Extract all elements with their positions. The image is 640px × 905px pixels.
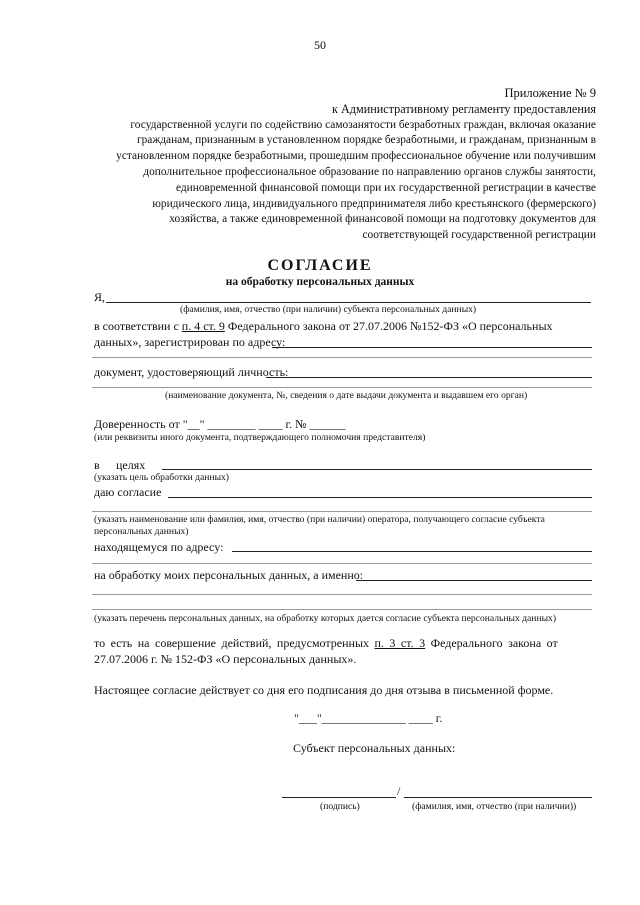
data-list-hint: (указать перечень персональных данных, на обработку которых дается согласие субъекта персональных данных) [94, 613, 557, 624]
appendix-line: юридического лица, индивидуального предпринимателя либо крестьянского (фермерского) [152, 197, 596, 210]
id-document-hint: (наименование документа, №, сведения о дате выдачи документа и выдавшем его орган) [165, 390, 528, 401]
appendix-line: государственной услуги по содействию самозанятости безработных граждан, включая оказание [130, 118, 596, 131]
signer-name-hint: (фамилия, имя, отчество (при наличии)) [412, 801, 577, 812]
operator-address-label: находящемуся по адресу: [94, 540, 224, 554]
date-line: "___"______________ ____ г. [294, 711, 443, 725]
appendix-line: дополнительное профессиональное образование по направлению органов службы занятости, [143, 165, 596, 178]
law-pre: в соответствии с [94, 319, 182, 333]
appendix-line: Приложение № 9 [504, 86, 596, 100]
address-registration-label: данных», зарегистрирован по адресу: [94, 335, 286, 349]
operator-address-field[interactable] [232, 551, 592, 552]
id-document-field-2[interactable] [92, 387, 592, 388]
signature-slash: / [397, 784, 401, 798]
actions-text [94, 636, 558, 651]
operator-field[interactable] [168, 497, 592, 498]
purpose-label: целях [116, 458, 146, 472]
validity-text: Настоящее согласие действует со дня его подписания до дня отзыва в письменной форме. [94, 683, 554, 697]
ya-label: Я, [94, 290, 106, 304]
law-post: Федерального закона от 27.07.2006 №152-ФЗ «О персональных [224, 319, 553, 333]
registration-address-field[interactable] [272, 347, 592, 348]
purpose-in: в [94, 458, 100, 472]
law-reference [94, 319, 553, 334]
document-title: СОГЛАСИЕ [267, 257, 373, 274]
appendix-line: соответствующей государственной регистрации [362, 229, 596, 242]
appendix-line: к Административному регламенту предоставления [332, 101, 596, 116]
actions-pre: то есть на совершение действий, предусмотренных [94, 636, 375, 650]
proxy-line: Доверенность от "__" ________ ____ г. № ______ [94, 417, 346, 431]
appendix-line: установленном порядке безработными, прошедшим профессиональное обучение или получившим [116, 150, 596, 163]
appendix-line: хозяйства, а также единовременной финансовой помощи на подготовку документов для [169, 213, 596, 226]
page-number: 50 [314, 38, 326, 52]
actions-post: Федерального закона от [425, 636, 558, 650]
actions-link[interactable]: п. 3 ст. 3 [374, 636, 426, 650]
id-document-field[interactable] [266, 377, 592, 378]
operator-hint: (указать наименование или фамилия, имя, отчество (при наличии) оператора, получающего согласие субъекта [94, 514, 545, 525]
signer-name-field[interactable] [404, 797, 592, 798]
data-list-field[interactable] [356, 580, 592, 581]
fio-hint: (фамилия, имя, отчество (при наличии) субъекта персональных данных) [180, 304, 477, 315]
subject-label: Субъект персональных данных: [293, 741, 456, 755]
processing-label: на обработку моих персональных данных, а именно: [94, 568, 364, 582]
signature-field[interactable] [282, 797, 396, 798]
document-subtitle: на обработку персональных данных [225, 276, 415, 288]
law-link[interactable]: п. 4 ст. 9 [181, 319, 225, 333]
appendix-line: единовременной финансовой помощи при их государственной регистрации в качестве [175, 181, 596, 194]
purpose-field[interactable] [162, 469, 592, 470]
fio-field[interactable] [106, 302, 591, 303]
operator-field-2[interactable] [92, 511, 592, 512]
appendix-header [116, 86, 596, 244]
operator-address-field-2[interactable] [92, 563, 592, 564]
id-document-label: документ, удостоверяющий личность: [94, 365, 289, 379]
signature-hint: (подпись) [320, 801, 360, 812]
data-list-field-3[interactable] [92, 609, 592, 610]
data-list-field-2[interactable] [92, 594, 592, 595]
operator-hint-2: персональных данных) [94, 526, 189, 537]
proxy-hint: (или реквизиты иного документа, подтверждающего полномочия представителя) [94, 432, 426, 443]
purpose-hint: (указать цель обработки данных) [94, 472, 230, 483]
actions-text-2: 27.07.2006 г. № 152-ФЗ «О персональных данных». [94, 652, 357, 666]
appendix-line: гражданам, признанным в установленном порядке безработными, и гражданам, признанным в [136, 134, 596, 147]
registration-address-field-2[interactable] [92, 357, 592, 358]
consent-label: даю согласие [94, 485, 162, 499]
